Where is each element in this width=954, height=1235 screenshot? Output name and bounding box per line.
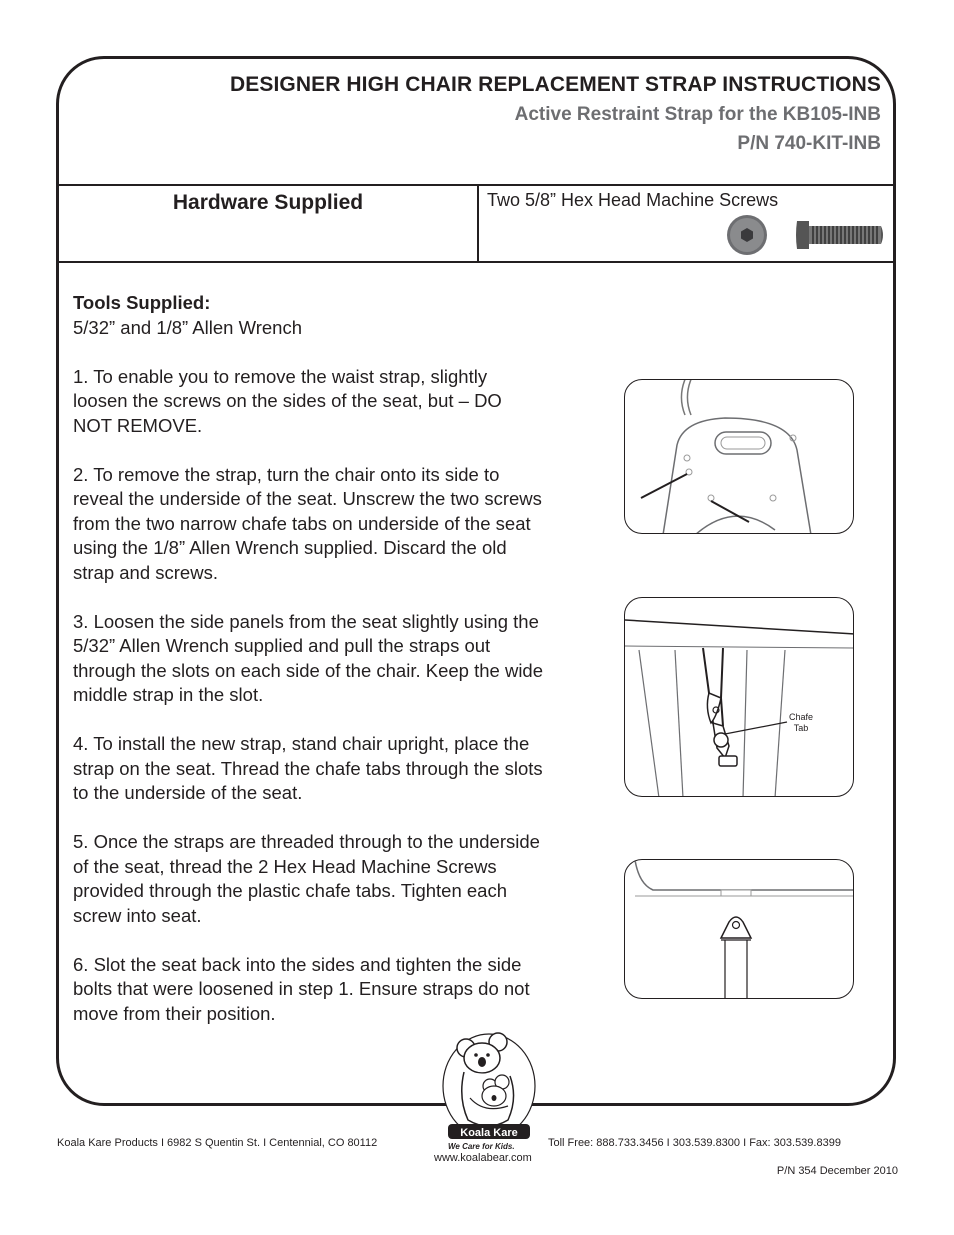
step-3: 3. Loosen the side panels from the seat slightly using the 5/32” Allen Wrench supplied and pull the straps out through the slots on each side of the chair. Keep the wide middle strap in the slot. [73, 610, 544, 705]
instructions-body [73, 291, 543, 1051]
tools-heading: Tools Supplied: [73, 292, 211, 313]
part-number: P/N 740-KIT-INB [737, 133, 881, 154]
footer-phones: Toll Free: 888.733.3456 I 303.539.8300 I Fax: 303.539.8399 [548, 1137, 841, 1149]
screw-head-icon [725, 213, 769, 257]
step-5: 5. Once the straps are threaded through to the underside of the seat, thread the 2 Hex Head Machine Screws provided through the plastic chafe tabs. Tighten each screw into seat. [73, 831, 540, 926]
hardware-divider [477, 184, 479, 261]
page-subtitle: Active Restraint Strap for the KB105-INB [514, 104, 881, 125]
figure-seat-underside [624, 379, 854, 534]
chafe-tab-label-line2: Tab [793, 723, 809, 733]
footer-address: Koala Kare Products I 6982 S Quentin St. I Centennial, CO 80112 [57, 1137, 378, 1149]
koala-kare-logo [438, 1028, 540, 1156]
chafe-tab-label-line1: Chafe [788, 712, 814, 722]
footer-doc-number: P/N 354 December 2010 [776, 1165, 898, 1177]
hardware-row [59, 184, 893, 263]
figure-chafe-tab [624, 597, 854, 797]
hardware-label: Hardware Supplied [172, 191, 364, 214]
figure-strap-attached [624, 859, 854, 999]
header-section [59, 59, 893, 186]
step-2: 2. To remove the strap, turn the chair onto its side to reveal the underside of the seat. Unscrew the two screws from the two narrow chafe tabs on underside of the seat using the 1/8” Allen Wrench supplied. Discard the old strap and screws. [73, 463, 542, 583]
step-4: 4. To install the new strap, stand chair upright, place the strap on the seat. Thread the chafe tabs through the slots to the underside of the seat. [73, 733, 543, 803]
step-6: 6. Slot the seat back into the sides and tighten the side bolts that were loosened in step 1. Ensure straps do not move from their position. [73, 953, 530, 1024]
logo-tagline: We Care for Kids. [448, 1142, 515, 1151]
hardware-description: Two 5/8” Hex Head Machine Screws [487, 190, 779, 210]
machine-screw-icon [795, 217, 885, 253]
instruction-frame [56, 56, 896, 1106]
step-1: 1. To enable you to remove the waist strap, slightly loosen the screws on the sides of the seat, but – DO NOT REMOVE. [73, 365, 502, 436]
page-title: DESIGNER HIGH CHAIR REPLACEMENT STRAP INSTRUCTIONS [230, 73, 881, 96]
logo-brand-text: Koala Kare [460, 1127, 518, 1139]
footer-website[interactable]: www.koalabear.com [434, 1152, 532, 1164]
tools-text: 5/32” and 1/8” Allen Wrench [73, 316, 302, 338]
